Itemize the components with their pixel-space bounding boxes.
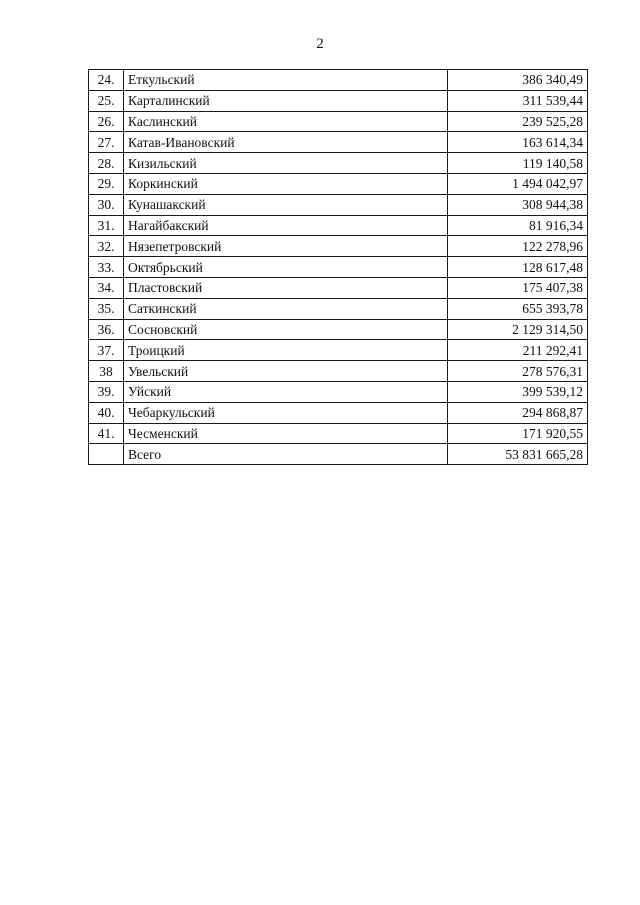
total-value: 53 831 665,28 xyxy=(448,444,588,465)
table-body xyxy=(89,70,588,465)
table-row xyxy=(89,90,588,111)
row-number: 25. xyxy=(89,90,124,111)
table-row xyxy=(89,111,588,132)
district-name: Каслинский xyxy=(124,111,448,132)
district-name: Еткульский xyxy=(124,70,448,91)
district-name: Увельский xyxy=(124,361,448,382)
amount-value: 294 868,87 xyxy=(448,402,588,423)
amount-value: 163 614,34 xyxy=(448,132,588,153)
table-row xyxy=(89,70,588,91)
amount-value: 399 539,12 xyxy=(448,381,588,402)
amount-value: 211 292,41 xyxy=(448,340,588,361)
row-number: 33. xyxy=(89,257,124,278)
table-row xyxy=(89,402,588,423)
total-row xyxy=(89,444,588,465)
total-label: Всего xyxy=(124,444,448,465)
row-number: 39. xyxy=(89,381,124,402)
table-row xyxy=(89,236,588,257)
row-number: 31. xyxy=(89,215,124,236)
district-name: Нагайбакский xyxy=(124,215,448,236)
table-row xyxy=(89,257,588,278)
amount-value: 311 539,44 xyxy=(448,90,588,111)
amount-value: 81 916,34 xyxy=(448,215,588,236)
table-row xyxy=(89,361,588,382)
amount-value: 175 407,38 xyxy=(448,277,588,298)
table-row xyxy=(89,298,588,319)
amount-value: 171 920,55 xyxy=(448,423,588,444)
row-number: 28. xyxy=(89,153,124,174)
district-name: Карталинский xyxy=(124,90,448,111)
district-name: Сосновский xyxy=(124,319,448,340)
amount-value: 308 944,38 xyxy=(448,194,588,215)
row-number: 38 xyxy=(89,361,124,382)
row-number: 40. xyxy=(89,402,124,423)
district-name: Октябрьский xyxy=(124,257,448,278)
table-row xyxy=(89,340,588,361)
amount-value: 386 340,49 xyxy=(448,70,588,91)
table-row xyxy=(89,215,588,236)
row-number: 37. xyxy=(89,340,124,361)
amount-value: 239 525,28 xyxy=(448,111,588,132)
table-row xyxy=(89,319,588,340)
amount-value: 655 393,78 xyxy=(448,298,588,319)
district-name: Нязепетровский xyxy=(124,236,448,257)
district-name: Уйский xyxy=(124,381,448,402)
amount-value: 119 140,58 xyxy=(448,153,588,174)
total-row-number xyxy=(89,444,124,465)
row-number: 41. xyxy=(89,423,124,444)
district-name: Троицкий xyxy=(124,340,448,361)
amount-value: 122 278,96 xyxy=(448,236,588,257)
row-number: 32. xyxy=(89,236,124,257)
district-name: Коркинский xyxy=(124,173,448,194)
district-name: Пластовский xyxy=(124,277,448,298)
amount-value: 278 576,31 xyxy=(448,361,588,382)
district-name: Кунашакский xyxy=(124,194,448,215)
row-number: 30. xyxy=(89,194,124,215)
table-row xyxy=(89,194,588,215)
district-name: Чебаркульский xyxy=(124,402,448,423)
row-number: 35. xyxy=(89,298,124,319)
district-amounts-table xyxy=(88,69,588,465)
amount-value: 128 617,48 xyxy=(448,257,588,278)
row-number: 36. xyxy=(89,319,124,340)
amount-value: 2 129 314,50 xyxy=(448,319,588,340)
table-row xyxy=(89,423,588,444)
row-number: 26. xyxy=(89,111,124,132)
amount-value: 1 494 042,97 xyxy=(448,173,588,194)
table-row xyxy=(89,381,588,402)
district-name: Катав-Ивановский xyxy=(124,132,448,153)
district-name: Кизильский xyxy=(124,153,448,174)
row-number: 27. xyxy=(89,132,124,153)
table-row xyxy=(89,277,588,298)
page-number: 2 xyxy=(316,36,324,52)
district-name: Чесменский xyxy=(124,423,448,444)
row-number: 29. xyxy=(89,173,124,194)
table-row xyxy=(89,153,588,174)
table-row xyxy=(89,173,588,194)
row-number: 34. xyxy=(89,277,124,298)
row-number: 24. xyxy=(89,70,124,91)
table-row xyxy=(89,132,588,153)
district-name: Саткинский xyxy=(124,298,448,319)
